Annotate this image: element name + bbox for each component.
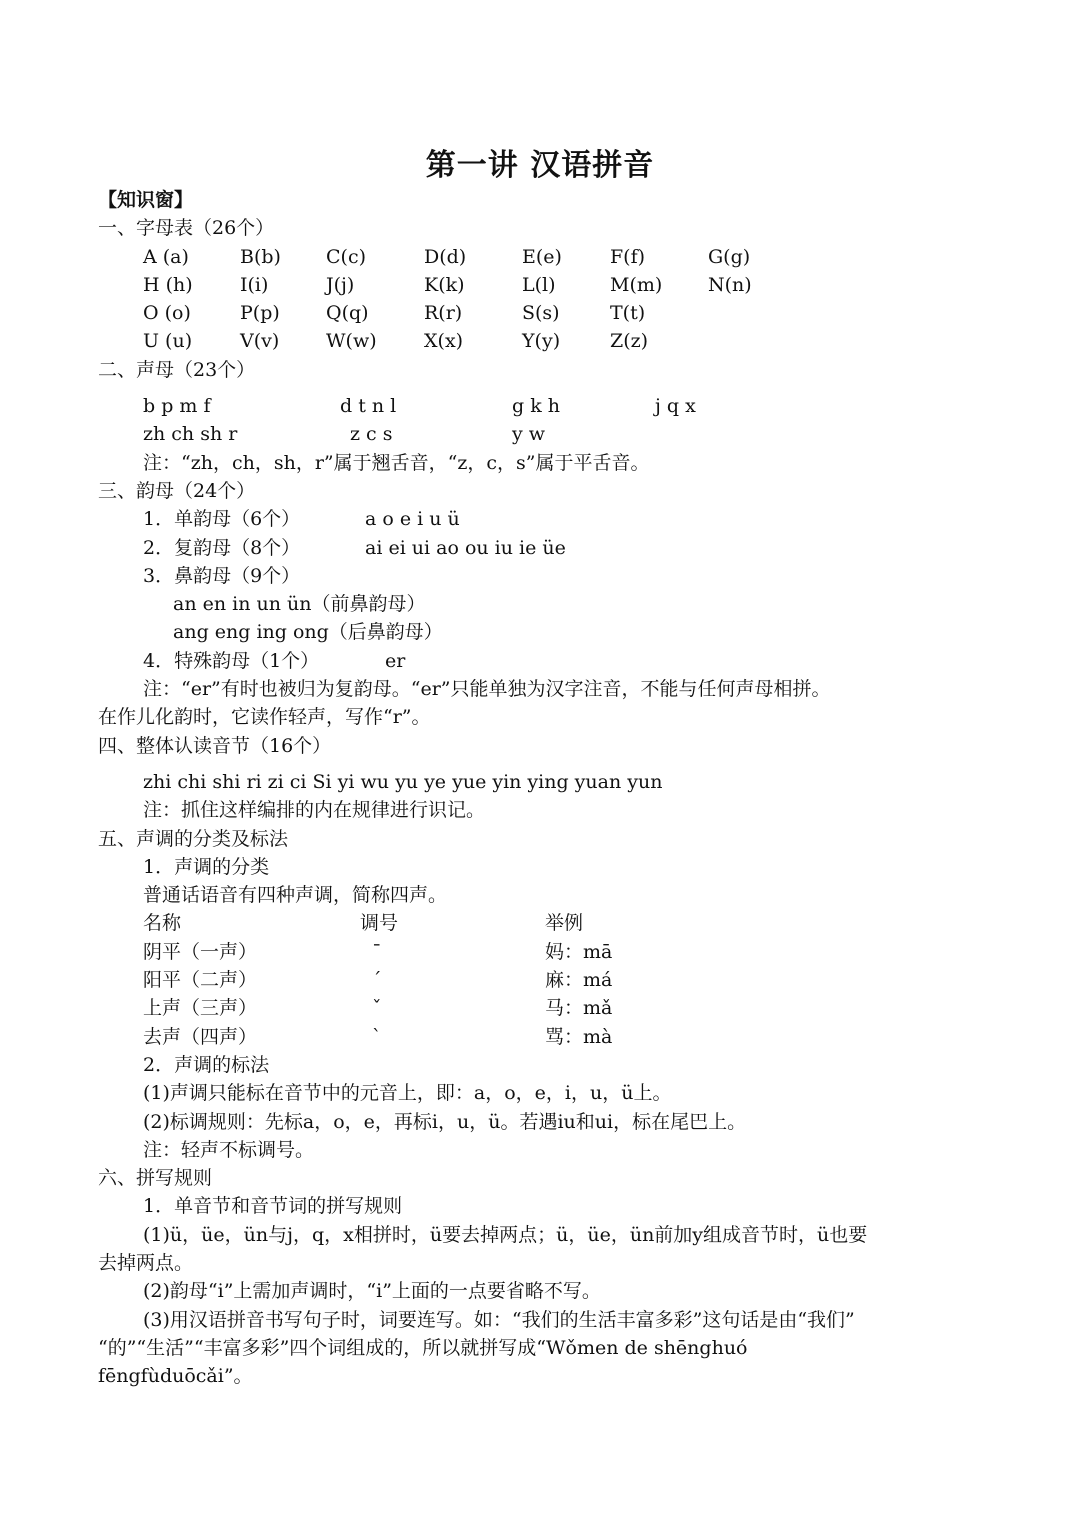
alphabet-letter: T(t) bbox=[610, 302, 646, 325]
tone-table-cell: 去声（四声） bbox=[143, 1025, 258, 1048]
page-title: 第一讲 汉语拼音 bbox=[425, 148, 655, 183]
alphabet-letter: W(w) bbox=[326, 330, 377, 353]
tone-table-cell: 阴平（一声） bbox=[143, 940, 258, 963]
tone-table-cell: 马：mǎ bbox=[545, 997, 613, 1020]
alphabet-letter: Z(z) bbox=[610, 330, 649, 353]
tone-rule-1: (1)声调只能标在音节中的元音上，即：a，o，e，i，u，ü上。 bbox=[143, 1082, 672, 1105]
alphabet-letter: D(d) bbox=[424, 245, 467, 268]
spelling-rule-3b: “的”“生活”“丰富多彩”四个词组成的，所以就拼写成“Wǒmen de shēnghuó bbox=[98, 1336, 748, 1359]
tones-intro: 普通话语音有四种声调，简称四声。 bbox=[143, 884, 448, 907]
alphabet-letter: R(r) bbox=[424, 302, 463, 325]
tone-table-row bbox=[98, 966, 988, 994]
alphabet-letter: E(e) bbox=[522, 245, 562, 268]
alphabet-letter: P(p) bbox=[240, 302, 280, 325]
tone-table-header-cell: 调号 bbox=[360, 912, 399, 935]
tone-table-row bbox=[98, 994, 988, 1022]
tones-sub-1: 1．声调的分类 bbox=[143, 855, 270, 878]
alphabet-letter: U (u) bbox=[143, 330, 193, 353]
finals-heading: 三、韵母（24个） bbox=[98, 479, 256, 502]
finals-item-values: er bbox=[385, 649, 406, 672]
initials-group: d t n l bbox=[340, 395, 397, 418]
finals-item-label: 2．复韵母（8个） bbox=[143, 536, 301, 559]
finals-item-2 bbox=[98, 534, 988, 562]
tones-sub-2: 2．声调的标法 bbox=[143, 1053, 270, 1076]
alphabet-letter: A (a) bbox=[143, 245, 189, 268]
tone-table-row bbox=[98, 1023, 988, 1051]
alphabet-letter: G(g) bbox=[708, 245, 751, 268]
initials-row-2 bbox=[98, 420, 988, 448]
spelling-rule-1b: 去掉两点。 bbox=[98, 1251, 194, 1274]
alphabet-letter: F(f) bbox=[610, 245, 646, 268]
alphabet-letter: X(x) bbox=[424, 330, 464, 353]
finals-item-values: ai ei ui ao ou iu ie üe bbox=[365, 536, 566, 559]
alphabet-letter: J(j) bbox=[326, 273, 355, 296]
spelling-rule-1a: (1)ü，üe，ün与j，q，x相拼时，ü要去掉两点；ü，üe，ün前加y组成音节时，ü也要 bbox=[143, 1223, 868, 1246]
initials-group: y w bbox=[512, 423, 546, 446]
spelling-heading: 六、拼写规则 bbox=[98, 1167, 213, 1190]
alphabet-row bbox=[98, 243, 988, 271]
alphabet-letter: V(v) bbox=[240, 330, 280, 353]
alphabet-letter: I(i) bbox=[240, 273, 269, 296]
tone-mark: ˉ bbox=[372, 940, 382, 963]
nasal-finals-front: an en in un ün（前鼻韵母） bbox=[173, 593, 426, 616]
whole-syllables-note: 注：抓住这样编排的内在规律进行识记。 bbox=[143, 799, 486, 822]
whole-syllables-list: zhi chi shi ri zi ci Si yi wu yu ye yue yin ying yuan yun bbox=[143, 770, 663, 793]
tone-table-cell: 妈：mā bbox=[545, 940, 613, 963]
alphabet-letter: Y(y) bbox=[522, 330, 561, 353]
tone-mark: ˊ bbox=[372, 969, 382, 992]
document-body bbox=[98, 186, 988, 1390]
tones-heading: 五、声调的分类及标法 bbox=[98, 827, 289, 850]
spelling-sub-1: 1．单音节和音节词的拼写规则 bbox=[143, 1195, 403, 1218]
alphabet-letter: L(l) bbox=[522, 273, 556, 296]
initials-group: g k h bbox=[512, 395, 560, 418]
tone-table-cell: 骂：mà bbox=[545, 1025, 613, 1048]
tone-note: 注：轻声不标调号。 bbox=[143, 1138, 315, 1161]
initials-row-1 bbox=[98, 392, 988, 420]
finals-item-3: 3．鼻韵母（9个） bbox=[143, 564, 301, 587]
finals-note-2: 在作儿化韵时，它读作轻声，写作“r”。 bbox=[98, 706, 431, 729]
nasal-finals-back: ang eng ing ong（后鼻韵母） bbox=[173, 621, 443, 644]
alphabet-table bbox=[98, 243, 988, 356]
alphabet-heading: 一、字母表（26个） bbox=[98, 217, 275, 240]
finals-item-4 bbox=[98, 647, 988, 675]
spelling-rule-3c: fēngfùduōcǎi”。 bbox=[98, 1365, 253, 1388]
alphabet-letter: C(c) bbox=[326, 245, 367, 268]
alphabet-row bbox=[98, 327, 988, 355]
initials-group: b p m f bbox=[143, 395, 211, 418]
tone-mark: ˋ bbox=[372, 1025, 382, 1048]
alphabet-letter: N(n) bbox=[708, 273, 752, 296]
initials-group: j q x bbox=[655, 395, 696, 418]
initials-note: 注：“zh，ch，sh，r”属于翘舌音，“z，c，s”属于平舌音。 bbox=[143, 451, 650, 474]
finals-item-label: 4．特殊韵母（1个） bbox=[143, 649, 320, 672]
initials-group: z c s bbox=[350, 423, 393, 446]
alphabet-row bbox=[98, 271, 988, 299]
section-label: 【知识窗】 bbox=[98, 189, 194, 211]
spelling-rule-3a: (3)用汉语拼音书写句子时，词要连写。如：“我们的生活丰富多彩”这句话是由“我们” bbox=[143, 1308, 855, 1331]
tone-table-header-cell: 名称 bbox=[143, 912, 182, 935]
spelling-rule-2: (2)韵母“i”上需加声调时，“i”上面的一点要省略不写。 bbox=[143, 1280, 601, 1303]
tone-table-row bbox=[98, 938, 988, 966]
tone-table-cell: 阳平（二声） bbox=[143, 969, 258, 992]
tone-table-cell: 上声（三声） bbox=[143, 997, 258, 1020]
finals-item-values: a o e i u ü bbox=[365, 508, 460, 531]
tone-mark: ˇ bbox=[372, 997, 382, 1020]
alphabet-letter: Q(q) bbox=[326, 302, 369, 325]
tone-table-header-cell: 举例 bbox=[545, 912, 584, 935]
finals-item-1 bbox=[98, 505, 988, 533]
finals-note-1: 注：“er”有时也被归为复韵母。“er”只能单独为汉字注音，不能与任何声母相拼。 bbox=[143, 678, 831, 701]
initials-group: zh ch sh r bbox=[143, 423, 238, 446]
tone-table bbox=[98, 909, 988, 1050]
alphabet-letter: S(s) bbox=[522, 302, 560, 325]
tone-table-cell: 麻：má bbox=[545, 969, 613, 992]
initials-heading: 二、声母（23个） bbox=[98, 358, 256, 381]
alphabet-letter: B(b) bbox=[240, 245, 281, 268]
alphabet-row bbox=[98, 299, 988, 327]
tone-rule-2: (2)标调规则：先标a，o，e，再标i，u，ü。若遇iu和ui，标在尾巴上。 bbox=[143, 1110, 747, 1133]
alphabet-letter: O (o) bbox=[143, 302, 191, 325]
alphabet-letter: H (h) bbox=[143, 273, 193, 296]
finals-item-label: 1．单韵母（6个） bbox=[143, 508, 301, 531]
alphabet-letter: M(m) bbox=[610, 273, 663, 296]
alphabet-letter: K(k) bbox=[424, 273, 465, 296]
whole-syllables-heading: 四、整体认读音节（16个） bbox=[98, 734, 332, 757]
tone-table-header bbox=[98, 909, 988, 937]
